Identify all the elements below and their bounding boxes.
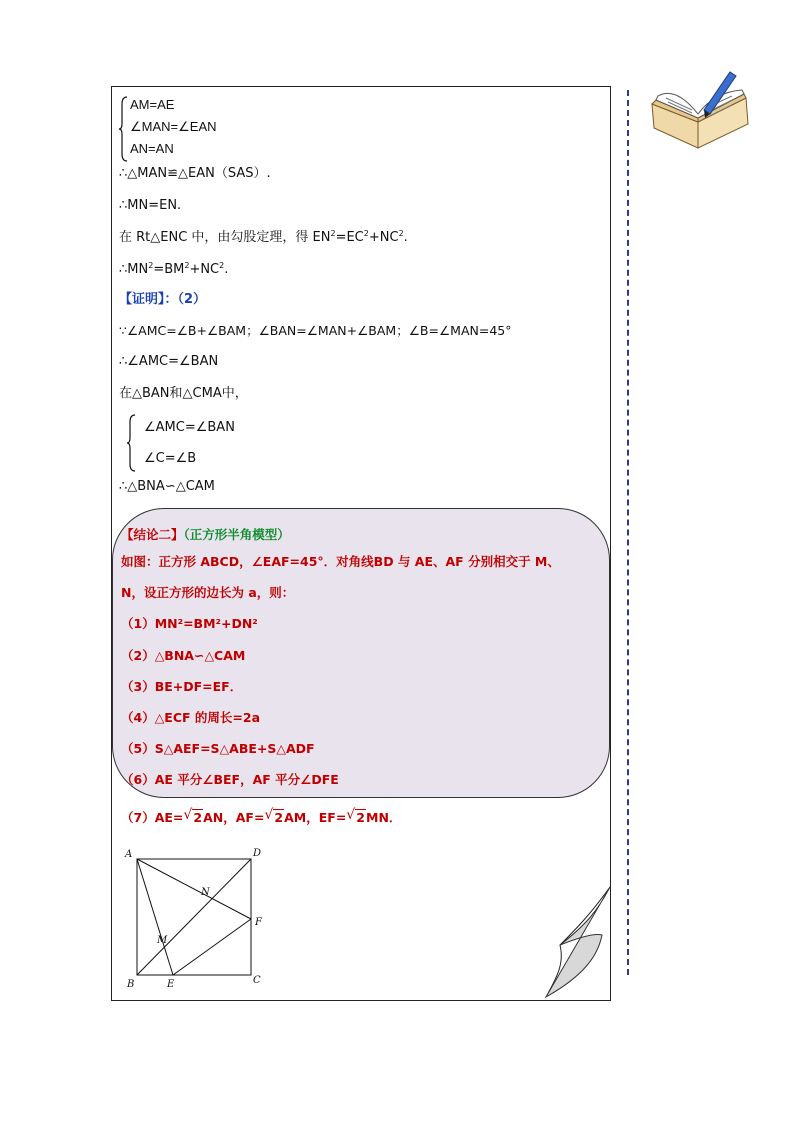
label-f: F [255, 917, 262, 928]
label-n: N [201, 887, 210, 898]
proof-line: 在 Rt△ENC 中，由勾股定理，得 $EN^2=EC^2+NC^2$. [119, 229, 408, 245]
system-line: ∠C=∠B [144, 451, 197, 466]
square-half-angle-figure [117, 843, 277, 991]
system-line: ∠AMC=∠BAN [144, 420, 235, 435]
proof-line: ∴△BNA∽△CAM [119, 479, 215, 494]
label-c: C [253, 975, 261, 986]
proof-line: ∴∠AMC=∠BAN [119, 354, 219, 369]
system-line: AN=AN [130, 141, 174, 156]
conclusion-item: （5）S△AEF=S△ABE+S△ADF [121, 741, 315, 756]
label-d: D [253, 848, 262, 859]
sqrt-symbol: √ 2 [264, 807, 284, 825]
book-pen-icon [646, 62, 754, 154]
conclusion-desc: 如图：正方形 ABCD，∠EAF=45°．对角线BD 与 AE、AF 分别相交于 M、 [121, 554, 560, 569]
system-line: ∠MAN=∠EAN [130, 119, 217, 134]
conclusion-item: （4）△ECF 的周长=2a [121, 710, 261, 725]
proof-line: ∴△MAN≌△EAN（SAS）. [119, 166, 271, 181]
label-m: M [157, 935, 168, 946]
segment-ae [137, 859, 173, 975]
label-b: B [127, 979, 135, 990]
conclusion-item: （6）AE 平分∠BEF，AF 平分∠DFE [121, 772, 339, 787]
conclusion-item: （1）MN²=BM²+DN² [121, 616, 258, 631]
conclusion-item: （2）△BNA∽△CAM [121, 648, 246, 663]
page-curl [540, 885, 615, 1005]
label-e: E [167, 979, 175, 990]
label-a: A [125, 849, 133, 860]
congruence-system [119, 94, 217, 160]
brace-icon [127, 414, 137, 472]
proof-line: ∴MN=EN. [119, 198, 182, 213]
system-line: AM=AE [130, 97, 175, 112]
conclusion-item-7: （7）AE= √ 2AN，AF= √ 2AM，EF= √ 2MN． [121, 807, 402, 825]
conclusion-heading: 【结论二】（正方形半角模型） [121, 527, 290, 542]
segment-af [137, 859, 251, 919]
brace-icon [119, 96, 129, 162]
similarity-system [127, 412, 235, 474]
conclusion-item: （3）BE+DF=EF． [121, 679, 243, 694]
diagonal-bd [137, 859, 251, 975]
segment-ef [173, 919, 251, 975]
proof-heading: 【证明】：（2） [119, 292, 207, 307]
conclusion-desc: N，设正方形的边长为 a，则： [121, 585, 295, 600]
proof-line: $\therefore MN^2=BM^2+NC^2$. [119, 261, 229, 277]
proof-line: ∵∠AMC=∠B+∠BAM；∠BAN=∠MAN+∠BAM；∠B=∠MAN=45° [119, 323, 512, 338]
proof-line: 在△BAN和△CMA中， [119, 386, 248, 401]
sqrt-symbol: √ 2 [346, 807, 365, 825]
sqrt-symbol: √ 2 [183, 807, 203, 825]
margin-dashed-line [627, 90, 629, 975]
